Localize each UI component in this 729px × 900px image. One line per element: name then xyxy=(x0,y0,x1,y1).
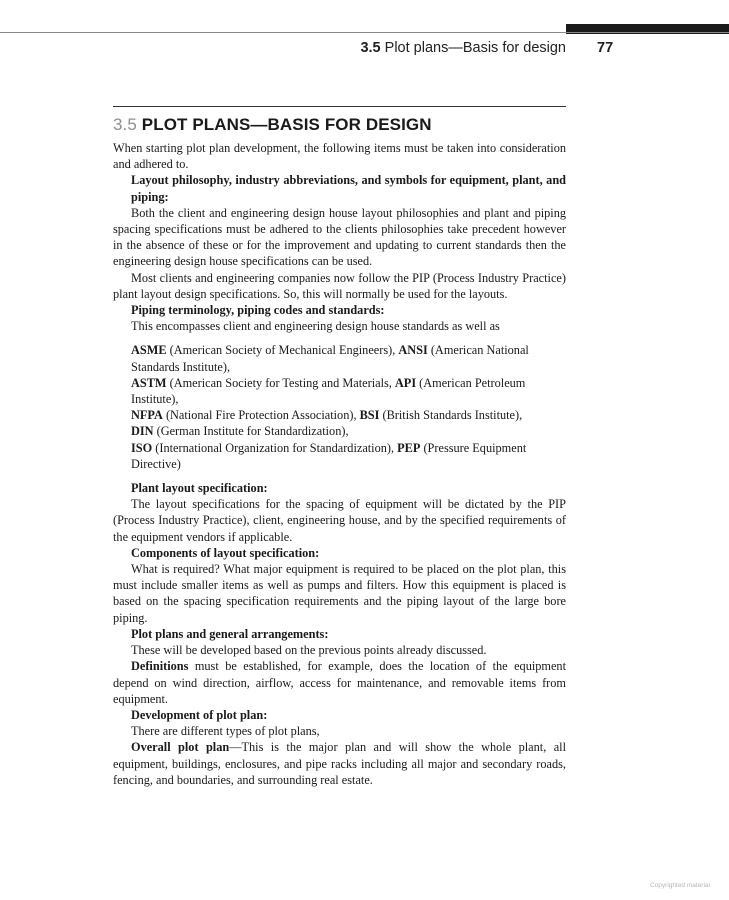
plant-layout-spec-heading: Plant layout specification: xyxy=(131,481,268,496)
plot-plans-ga-paragraph-2: Definitions must be established, for example, does the location of the equipment depend on wind direction, airflow, access for maintenance, and removable items from equipment. xyxy=(113,659,566,706)
plant-layout-spec-paragraph: The layout specifications for the spacing of equipment will be dictated by the PIP (Process Industry Practice), client, engineering house, and by the specified requirements of the equipment vendors if applicable. xyxy=(113,497,566,544)
development-paragraph-1: There are different types of plot plans, xyxy=(131,724,320,739)
abbreviations-list xyxy=(113,342,566,472)
components-heading: Components of layout specification: xyxy=(131,545,320,560)
layout-philosophy-paragraph-2: Most clients and engineering companies now follow the PIP (Process Industry Practice) plant layout design specifications. So, this will normally be used for the layouts. xyxy=(113,270,566,301)
abbreviation-entry: ISO (International Organization for Standardization), PEP (Pressure Equipment Directive) xyxy=(131,440,527,471)
plot-plans-ga-heading: Plot plans and general arrangements: xyxy=(131,626,329,641)
section-title-text: PLOT PLANS—BASIS FOR DESIGN xyxy=(141,115,432,134)
body-text xyxy=(113,140,566,788)
plot-plans-ga-paragraph-1: These will be developed based on the previous points already discussed. xyxy=(131,643,487,658)
section-title-number: 3.5 xyxy=(113,115,137,134)
running-head xyxy=(340,40,566,56)
abbreviation-entry: ASTM (American Society for Testing and Materials, API (American Petroleum Institute), xyxy=(131,375,526,407)
development-paragraph-2: Overall plot plan—This is the major plan and will show the whole plant, all equipment, buildings, enclosures, and pipe racks including all major and secondary roads, fencing, and boundaries, and surrounding real estate. xyxy=(113,740,566,787)
copyright-watermark: Copyrighted material xyxy=(650,882,710,889)
intro-paragraph: When starting plot plan development, the following items must be taken into consideration and adhered to. xyxy=(113,141,566,172)
section-title xyxy=(113,114,566,136)
abbreviation-entry: NFPA (National Fire Protection Association), BSI (British Standards Institute), xyxy=(131,408,523,423)
development-heading: Development of plot plan: xyxy=(131,707,268,722)
piping-terminology-heading: Piping terminology, piping codes and standards: xyxy=(131,303,385,318)
definitions-term: Definitions xyxy=(131,659,189,674)
overall-plot-plan-term: Overall plot plan xyxy=(131,740,230,755)
piping-terminology-paragraph: This encompasses client and engineering design house standards as well as xyxy=(131,319,500,334)
running-head-section-number: 3.5 xyxy=(360,40,381,56)
layout-philosophy-heading: Layout philosophy, industry abbreviations, and symbols for equipment, plant, and piping: xyxy=(131,173,566,204)
page-content xyxy=(113,106,566,788)
abbreviation-entry: DIN (German Institute for Standardization), xyxy=(131,424,349,439)
layout-philosophy-paragraph-1: Both the client and engineering design house layout philosophies and plant and piping spacing specifications must be adhered to the clients philosophies take precedent however in the absence of these or for the improvement and updating to current standards then the engineering design house specifications can be used. xyxy=(113,205,566,269)
page-number: 77 xyxy=(597,40,614,56)
running-head-section-name: Plot plans—Basis for design xyxy=(384,40,566,56)
abbreviation-entry: ASME (American Society of Mechanical Engineers), ANSI (American National Standards Institute), xyxy=(131,343,529,374)
section-rule xyxy=(113,106,566,107)
header-rule xyxy=(0,32,729,33)
components-paragraph: What is required? What major equipment is required to be placed on the plot plan, this must include smaller items as well as pumps and filters. How this equipment is placed is based on the spacing specification requirements and the piping layout of the large bore piping. xyxy=(113,562,566,625)
